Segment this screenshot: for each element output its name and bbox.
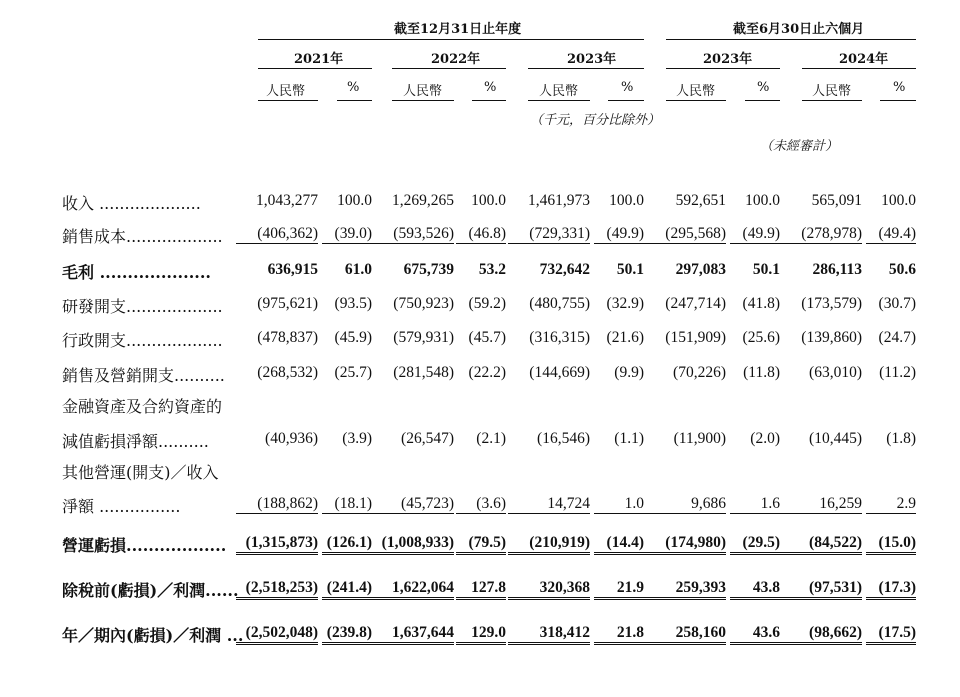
- percent-cell: 2.9: [866, 495, 916, 514]
- amount-cell: (40,936): [265, 430, 318, 447]
- row-label: 減值虧損淨額..........: [62, 432, 209, 451]
- year-divider: [666, 68, 780, 69]
- group-divider-2: [666, 39, 916, 40]
- percent-cell: 100.0: [337, 192, 372, 209]
- percent-cell: 50.1: [752, 261, 780, 278]
- percent-cell: (15.0): [866, 534, 916, 555]
- percent-cell: (21.6): [606, 329, 644, 346]
- percent-cell: (9.9): [614, 364, 644, 381]
- amount-cell: (26,547): [401, 430, 454, 447]
- percent-cell: (45.7): [468, 329, 506, 346]
- row-label: 毛利 ....................: [62, 263, 211, 282]
- amount-cell: (2,502,048): [236, 624, 318, 645]
- percent-cell: (1.1): [614, 430, 644, 447]
- amount-cell: (11,900): [673, 430, 726, 447]
- percent-cell: 100.0: [745, 192, 780, 209]
- percent-cell: (17.5): [866, 624, 916, 645]
- amount-cell: (975,621): [257, 295, 318, 312]
- percent-cell: (14.4): [594, 534, 644, 555]
- amount-cell: 636,915: [267, 261, 318, 278]
- amount-cell: (63,010): [809, 364, 862, 381]
- sub-divider: [666, 100, 726, 101]
- amount-cell: (151,909): [665, 329, 726, 346]
- amount-cell: (750,923): [393, 295, 454, 312]
- amount-cell: 16,259: [780, 495, 862, 514]
- percent-header: %: [347, 80, 360, 95]
- amount-cell: 1,461,973: [528, 192, 590, 209]
- sub-divider: [528, 100, 590, 101]
- amount-cell: 259,393: [644, 579, 726, 600]
- sub-divider: [880, 100, 916, 101]
- amount-cell: (278,978): [780, 225, 862, 244]
- percent-cell: (3.6): [456, 495, 506, 514]
- row-label: 研發開支...................: [62, 297, 223, 316]
- percent-cell: (30.7): [878, 295, 916, 312]
- year-header: 2021年: [294, 52, 344, 67]
- amount-cell: 286,113: [812, 261, 862, 278]
- percent-cell: (25.7): [334, 364, 372, 381]
- amount-cell: 675,739: [403, 261, 454, 278]
- row-label: 行政開支...................: [62, 331, 223, 350]
- amount-cell: 1,269,265: [392, 192, 454, 209]
- percent-cell: (49.4): [866, 225, 916, 244]
- row-label: 淨額 ................: [62, 497, 181, 516]
- amount-cell: (70,226): [673, 364, 726, 381]
- amount-cell: 258,160: [644, 624, 726, 645]
- amount-cell: (16,546): [537, 430, 590, 447]
- amount-cell: (144,669): [529, 364, 590, 381]
- amount-cell: (1,008,933): [372, 534, 454, 555]
- percent-cell: (126.1): [322, 534, 372, 555]
- percent-cell: 100.0: [471, 192, 506, 209]
- percent-cell: (25.6): [742, 329, 780, 346]
- amount-cell: 9,686: [644, 495, 726, 514]
- percent-cell: 43.6: [730, 624, 780, 645]
- percent-cell: 50.6: [888, 261, 916, 278]
- amount-cell: (281,548): [393, 364, 454, 381]
- amount-cell: 592,651: [675, 192, 726, 209]
- row-label: 除稅前(虧損)／利潤......: [62, 581, 239, 600]
- amount-cell: (406,362): [236, 225, 318, 244]
- percent-cell: (45.9): [334, 329, 372, 346]
- percent-cell: (11.8): [743, 364, 780, 381]
- amount-cell: (268,532): [257, 364, 318, 381]
- sub-divider: [337, 100, 372, 101]
- amount-cell: (593,526): [372, 225, 454, 244]
- amount-cell: (579,931): [393, 329, 454, 346]
- group-header-year-ended: 截至12月31日止年度: [394, 22, 522, 37]
- amount-cell: (84,522): [780, 534, 862, 555]
- percent-cell: 1.6: [730, 495, 780, 514]
- percent-cell: 53.2: [478, 261, 506, 278]
- percent-cell: 50.1: [616, 261, 644, 278]
- year-divider: [802, 68, 916, 69]
- year-divider: [392, 68, 506, 69]
- percent-cell: (49.9): [594, 225, 644, 244]
- unit-note: （千元，百分比除外）: [530, 113, 661, 128]
- percent-cell: (46.8): [456, 225, 506, 244]
- percent-cell: (2.0): [750, 430, 780, 447]
- amount-cell: 320,368: [508, 579, 590, 600]
- currency-header: 人民幣: [812, 84, 852, 99]
- row-label: 其他營運(開支)／收入: [62, 463, 219, 482]
- row-label: 營運虧損..................: [62, 536, 227, 555]
- percent-cell: (17.3): [866, 579, 916, 600]
- amount-cell: 14,724: [508, 495, 590, 514]
- amount-cell: (98,662): [780, 624, 862, 645]
- percent-cell: 129.0: [456, 624, 506, 645]
- currency-header: 人民幣: [539, 84, 579, 99]
- amount-cell: 732,642: [539, 261, 590, 278]
- amount-cell: (97,531): [780, 579, 862, 600]
- sub-divider: [802, 100, 862, 101]
- percent-cell: 100.0: [881, 192, 916, 209]
- percent-cell: 21.9: [594, 579, 644, 600]
- percent-header: %: [757, 80, 770, 95]
- amount-cell: (247,714): [665, 295, 726, 312]
- year-header: 2023年: [703, 52, 753, 67]
- percent-cell: (39.0): [322, 225, 372, 244]
- percent-cell: (29.5): [730, 534, 780, 555]
- currency-header: 人民幣: [676, 84, 716, 99]
- row-label: 銷售及營銷開支..........: [62, 366, 225, 385]
- currency-header: 人民幣: [403, 84, 443, 99]
- amount-cell: 1,637,644: [372, 624, 454, 645]
- sub-divider: [258, 100, 318, 101]
- amount-cell: 1,043,277: [256, 192, 318, 209]
- amount-cell: (188,862): [236, 495, 318, 514]
- amount-cell: 297,083: [675, 261, 726, 278]
- sub-divider: [608, 100, 644, 101]
- percent-header: %: [621, 80, 634, 95]
- percent-cell: (24.7): [878, 329, 916, 346]
- percent-cell: (79.5): [456, 534, 506, 555]
- year-header: 2024年: [839, 52, 889, 67]
- amount-cell: (210,919): [508, 534, 590, 555]
- amount-cell: (45,723): [372, 495, 454, 514]
- percent-header: %: [893, 80, 906, 95]
- percent-cell: (22.2): [468, 364, 506, 381]
- year-header: 2023年: [567, 52, 617, 67]
- amount-cell: (295,568): [644, 225, 726, 244]
- amount-cell: (2,518,253): [236, 579, 318, 600]
- percent-cell: (2.1): [476, 430, 506, 447]
- year-header: 2022年: [431, 52, 481, 67]
- percent-cell: 21.8: [594, 624, 644, 645]
- percent-cell: (239.8): [322, 624, 372, 645]
- amount-cell: (478,837): [257, 329, 318, 346]
- amount-cell: 318,412: [508, 624, 590, 645]
- percent-header: %: [484, 80, 497, 95]
- percent-cell: (3.9): [342, 430, 372, 447]
- amount-cell: 565,091: [811, 192, 862, 209]
- row-label: 收入 ....................: [62, 194, 201, 213]
- currency-header: 人民幣: [266, 84, 306, 99]
- percent-cell: 1.0: [594, 495, 644, 514]
- year-divider: [258, 68, 372, 69]
- amount-cell: (729,331): [508, 225, 590, 244]
- amount-cell: (1,315,873): [236, 534, 318, 555]
- percent-cell: (49.9): [730, 225, 780, 244]
- amount-cell: (10,445): [809, 430, 862, 447]
- percent-cell: 127.8: [456, 579, 506, 600]
- sub-divider: [745, 100, 780, 101]
- percent-cell: 100.0: [609, 192, 644, 209]
- year-divider: [528, 68, 644, 69]
- percent-cell: 43.8: [730, 579, 780, 600]
- sub-divider: [472, 100, 506, 101]
- percent-cell: (32.9): [606, 295, 644, 312]
- percent-cell: 61.0: [344, 261, 372, 278]
- row-label: 金融資產及合約資產的: [62, 397, 223, 416]
- amount-cell: (174,980): [644, 534, 726, 555]
- percent-cell: (241.4): [322, 579, 372, 600]
- sub-divider: [392, 100, 454, 101]
- row-label: 年／期內(虧損)／利潤 ...: [62, 626, 244, 645]
- amount-cell: (316,315): [529, 329, 590, 346]
- amount-cell: (139,860): [801, 329, 862, 346]
- row-label: 銷售成本...................: [62, 227, 223, 246]
- percent-cell: (1.8): [886, 430, 916, 447]
- amount-cell: 1,622,064: [372, 579, 454, 600]
- percent-cell: (59.2): [468, 295, 506, 312]
- group-divider-1: [258, 39, 644, 40]
- percent-cell: (41.8): [742, 295, 780, 312]
- percent-cell: (93.5): [334, 295, 372, 312]
- unaudited-note: （未經審計）: [760, 139, 839, 154]
- percent-cell: (18.1): [322, 495, 372, 514]
- amount-cell: (480,755): [529, 295, 590, 312]
- amount-cell: (173,579): [801, 295, 862, 312]
- percent-cell: (11.2): [879, 364, 916, 381]
- group-header-six-months: 截至6月30日止六個月: [733, 22, 865, 37]
